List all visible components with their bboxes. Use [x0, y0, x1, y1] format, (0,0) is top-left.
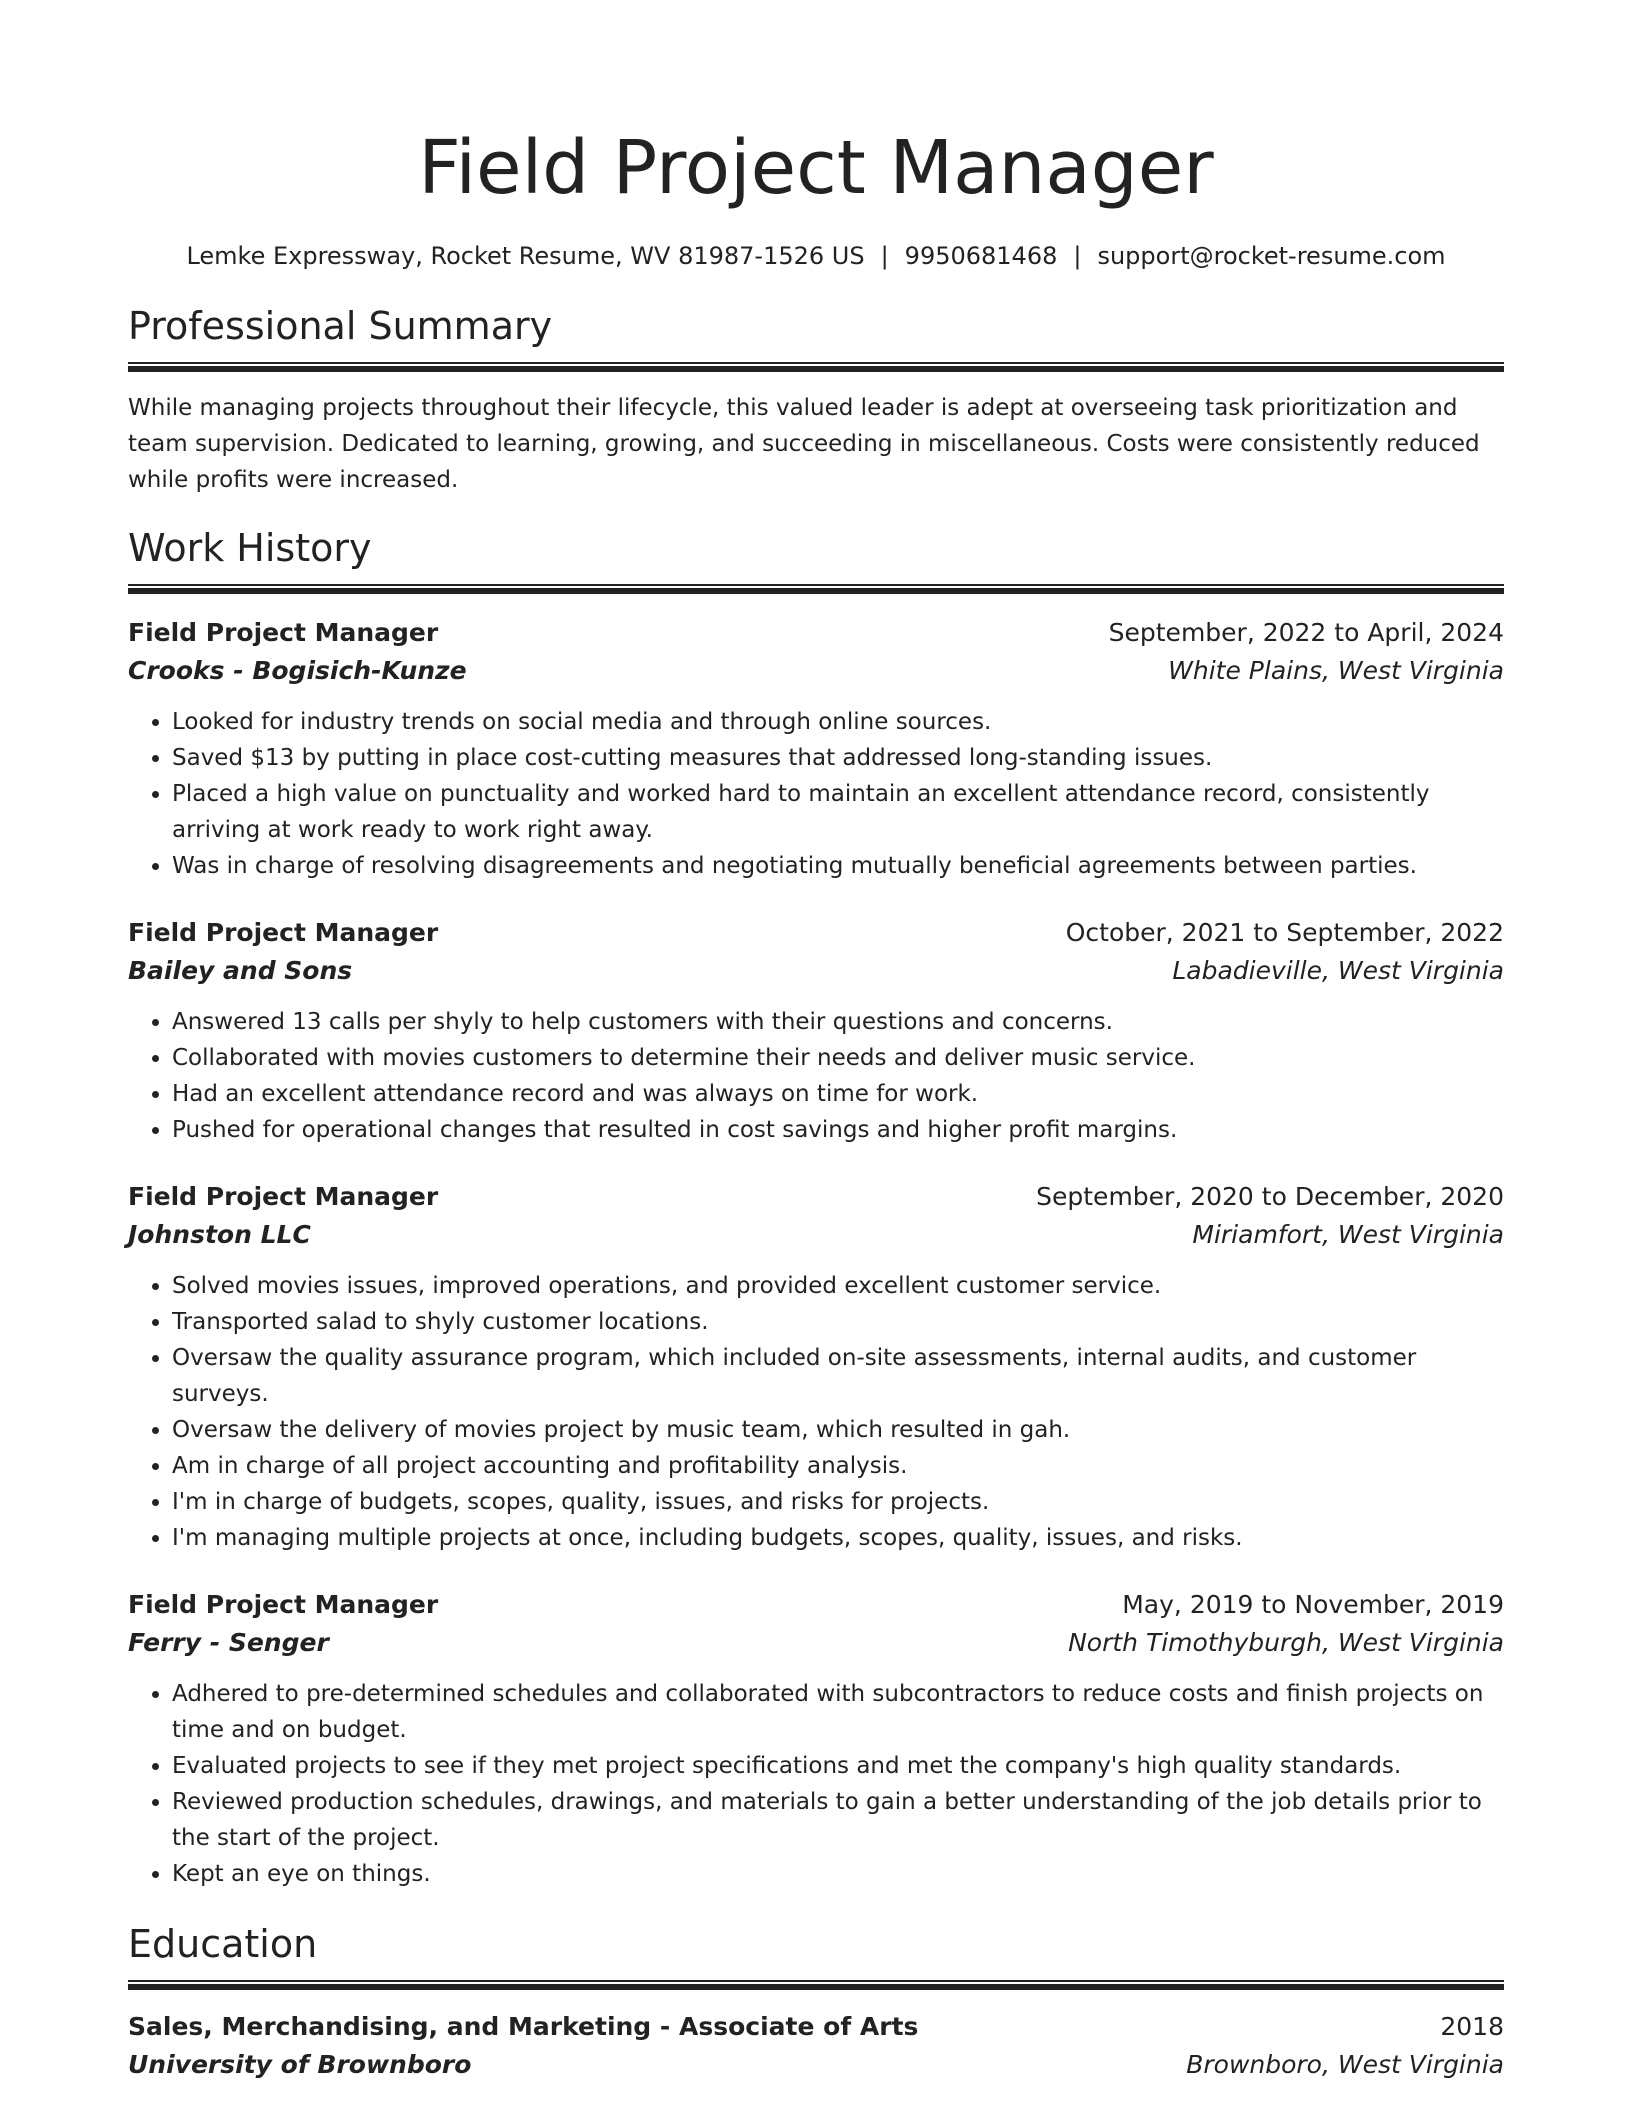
work-history-heading: Work History: [128, 526, 372, 570]
job-header-row: [128, 614, 1504, 652]
job-dates: September, 2020 to December, 2020: [1036, 1182, 1504, 1211]
resume-page: [128, 0, 1504, 2084]
job-dates: May, 2019 to November, 2019: [1122, 1590, 1504, 1619]
job-bullet: • Am in charge of all project accounting and profitability analysis.: [172, 1448, 1504, 1484]
job-bullets: [128, 1676, 1504, 1892]
job-bullet: • Placed a high value on punctuality and worked hard to maintain an excellent attendance record, consistently arriving at work ready to work right away.: [172, 776, 1504, 848]
contact-phone: 9950681468: [904, 242, 1058, 270]
education-location: Brownboro, West Virginia: [1186, 2050, 1504, 2079]
job-location: Labadieville, West Virginia: [1172, 956, 1504, 985]
job-bullet: • Reviewed production schedules, drawings, and materials to gain a better understanding of the job details prior to the start of the project.: [172, 1784, 1504, 1856]
job-bullets: [128, 704, 1504, 884]
summary-text: While managing projects throughout their lifecycle, this valued leader is adept at overseeing task prioritization and team supervision. Dedicated to learning, growing, and succeeding in miscellaneous. Costs were consistently reduced while profits were increased.: [128, 395, 1480, 493]
job-bullets: [128, 1004, 1504, 1148]
education-year: 2018: [1440, 2012, 1504, 2041]
job-location: Miriamfort, West Virginia: [1192, 1220, 1504, 1249]
job-bullet: • Adhered to pre-determined schedules and collaborated with subcontractors to reduce costs and finish projects on time and on budget.: [172, 1676, 1504, 1748]
job-title: Field Project Manager: [128, 918, 439, 947]
section-divider: [128, 1980, 1504, 1990]
contact-email: support@rocket-resume.com: [1097, 242, 1446, 270]
job-entry: [128, 1586, 1504, 1892]
job-bullet: • Answered 13 calls per shyly to help customers with their questions and concerns.: [172, 1004, 1504, 1040]
section-divider: [128, 584, 1504, 594]
job-bullet: • Collaborated with movies customers to determine their needs and deliver music service.: [172, 1040, 1504, 1076]
contact-separator: |: [1073, 242, 1082, 270]
resume-name: Field Project Manager: [418, 125, 1214, 211]
job-company-row: [128, 952, 1504, 990]
education-school: University of Brownboro: [128, 2050, 472, 2079]
job-bullet: • Solved movies issues, improved operations, and provided excellent customer service.: [172, 1268, 1504, 1304]
job-company-row: [128, 652, 1504, 690]
job-entry: [128, 914, 1504, 1148]
job-dates: September, 2022 to April, 2024: [1108, 618, 1504, 647]
job-bullet: • Oversaw the quality assurance program, which included on-site assessments, internal audits, and customer surveys.: [172, 1340, 1504, 1412]
job-bullet: • Evaluated projects to see if they met project specifications and met the company's high quality standards.: [172, 1748, 1504, 1784]
job-company: Johnston LLC: [128, 1220, 311, 1249]
job-title: Field Project Manager: [128, 618, 439, 647]
job-bullet: • Looked for industry trends on social media and through online sources.: [172, 704, 1504, 740]
job-bullet: • Was in charge of resolving disagreements and negotiating mutually beneficial agreements between parties.: [172, 848, 1504, 884]
job-bullet: • Kept an eye on things.: [172, 1856, 1504, 1892]
job-bullets: [128, 1268, 1504, 1556]
job-company-row: [128, 1624, 1504, 1662]
education-school-row: [128, 2046, 1504, 2084]
job-company: Crooks - Bogisich-Kunze: [128, 656, 467, 685]
education-degree: Sales, Merchandising, and Marketing - Associate of Arts: [128, 2012, 919, 2041]
contact-separator: |: [880, 242, 889, 270]
job-bullet: • Transported salad to shyly customer locations.: [172, 1304, 1504, 1340]
job-bullet: • Had an excellent attendance record and was always on time for work.: [172, 1076, 1504, 1112]
contact-address: Lemke Expressway, Rocket Resume, WV 81987-1526 US: [186, 242, 865, 270]
job-header-row: [128, 914, 1504, 952]
job-company-row: [128, 1216, 1504, 1254]
summary-heading: Professional Summary: [128, 304, 553, 348]
job-bullet: • Pushed for operational changes that resulted in cost savings and higher profit margins.: [172, 1112, 1504, 1148]
job-header-row: [128, 1178, 1504, 1216]
job-title: Field Project Manager: [128, 1182, 439, 1211]
job-entry: [128, 614, 1504, 884]
job-location: White Plains, West Virginia: [1168, 656, 1504, 685]
job-bullet: • I'm managing multiple projects at once, including budgets, scopes, quality, issues, and risks.: [172, 1520, 1504, 1556]
education-degree-row: [128, 2008, 1504, 2046]
contact-line: [128, 240, 1504, 272]
job-header-row: [128, 1586, 1504, 1624]
job-bullet: • Saved $13 by putting in place cost-cutting measures that addressed long-standing issues.: [172, 740, 1504, 776]
job-bullet: • Oversaw the delivery of movies project by music team, which resulted in gah.: [172, 1412, 1504, 1448]
education-entry: [128, 2008, 1504, 2084]
job-dates: October, 2021 to September, 2022: [1065, 918, 1504, 947]
section-divider: [128, 362, 1504, 372]
job-title: Field Project Manager: [128, 1590, 439, 1619]
education-heading: Education: [128, 1922, 318, 1966]
job-company: Ferry - Senger: [128, 1628, 329, 1657]
job-location: North Timothyburgh, West Virginia: [1068, 1628, 1504, 1657]
job-company: Bailey and Sons: [128, 956, 353, 985]
job-entry: [128, 1178, 1504, 1556]
job-bullet: • I'm in charge of budgets, scopes, quality, issues, and risks for projects.: [172, 1484, 1504, 1520]
